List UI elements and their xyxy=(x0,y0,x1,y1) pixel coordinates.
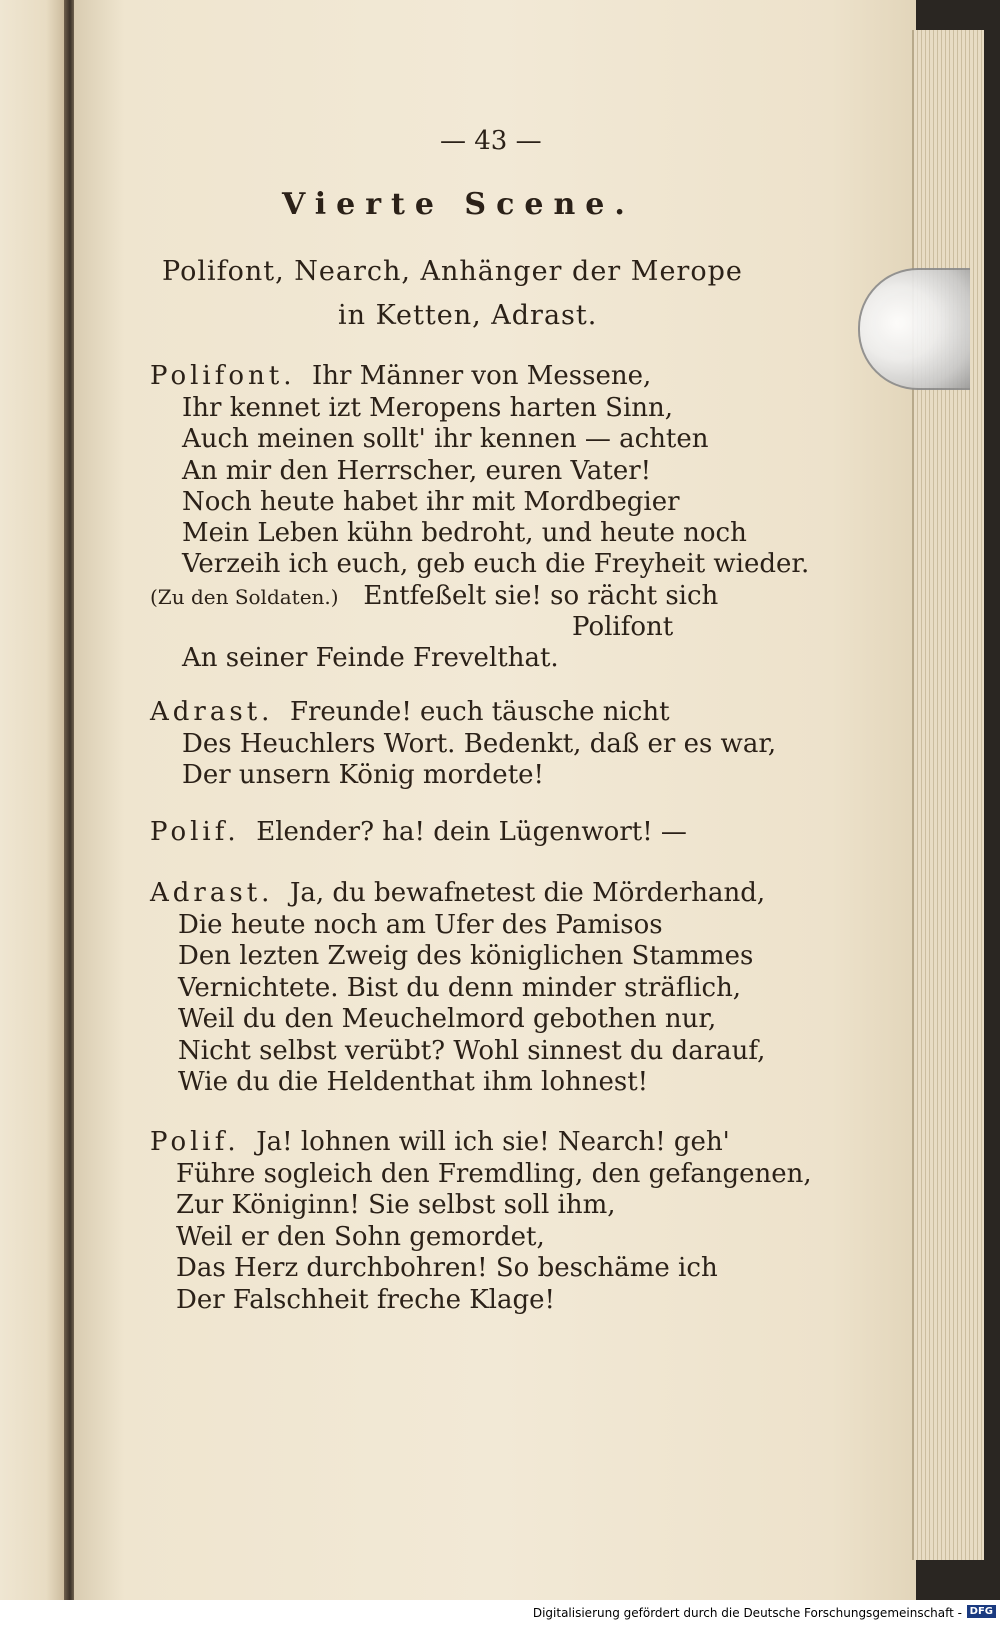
verse-line: Der unsern König mordete! xyxy=(182,760,544,790)
book-page xyxy=(74,0,916,1600)
stage-direction: (Zu den Soldaten.) xyxy=(150,585,339,609)
verse-line xyxy=(150,361,651,391)
verse-line: Weil er den Sohn gemordet, xyxy=(176,1222,545,1252)
verse-line: Verzeih ich euch, geb euch die Freyheit wieder. xyxy=(182,549,810,579)
page-number: — 43 — xyxy=(440,126,542,156)
verse-line xyxy=(150,581,718,611)
verse-line: Auch meinen sollt' ihr kennen — achten xyxy=(182,424,709,454)
verse-line: Noch heute habet ihr mit Mordbegier xyxy=(182,487,680,517)
verse-line xyxy=(150,878,765,908)
verse-line: An mir den Herrscher, euren Vater! xyxy=(182,456,652,486)
verse-line: An seiner Feinde Frevelthat. xyxy=(182,643,559,673)
verse-line: Die heute noch am Ufer des Pamisos xyxy=(178,910,663,940)
verse-line: Den lezten Zweig des königlichen Stammes xyxy=(178,941,754,971)
verse-line: Ihr kennet izt Meropens harten Sinn, xyxy=(182,393,674,423)
verse-line: Das Herz durchbohren! So beschäme ich xyxy=(176,1253,718,1283)
speaker-name: Polif. xyxy=(150,1127,240,1157)
page-edges xyxy=(912,30,984,1560)
page-clip xyxy=(858,268,970,390)
left-page-edge xyxy=(0,0,66,1600)
verse-line xyxy=(150,1127,730,1157)
verse-text: Entfeßelt sie! so rächt sich xyxy=(363,581,719,611)
speaker-name: Adrast. xyxy=(150,697,274,727)
verse-line: Vernichtete. Bist du denn minder sträflich, xyxy=(178,973,742,1003)
verse-text: Elender? ha! dein Lügenwort! — xyxy=(256,817,687,847)
verse-line: Der Falschheit freche Klage! xyxy=(176,1285,555,1315)
verse-text: Ihr Männer von Messene, xyxy=(312,361,652,391)
verse-text: Ja, du bewafnetest die Mörderhand, xyxy=(289,878,766,908)
cast-list-line-1: Polifont, Nearch, Anhänger der Merope xyxy=(162,256,743,287)
footer-credit: Digitalisierung gefördert durch die Deutsche Forschungsgemeinschaft - xyxy=(532,1606,962,1620)
verse-line: Zur Königinn! Sie selbst soll ihm, xyxy=(176,1190,616,1220)
scene-title: Vierte Scene. xyxy=(282,187,635,222)
verse-text: Ja! lohnen will ich sie! Nearch! geh' xyxy=(256,1127,730,1157)
verse-line: Wie du die Heldenthat ihm lohnest! xyxy=(178,1067,649,1097)
verse-text: Freunde! euch täusche nicht xyxy=(289,697,670,727)
cast-list-line-2: in Ketten, Adrast. xyxy=(338,300,598,331)
verse-line: Weil du den Meuchelmord gebothen nur, xyxy=(178,1004,717,1034)
verse-line: Des Heuchlers Wort. Bedenkt, daß er es war, xyxy=(182,729,777,759)
verse-line: Mein Leben kühn bedroht, und heute noch xyxy=(182,518,747,548)
dfg-logo: DFG xyxy=(967,1605,996,1618)
verse-line xyxy=(150,817,687,847)
verse-line: Führe sogleich den Fremdling, den gefangenen, xyxy=(176,1159,812,1189)
speaker-name: Adrast. xyxy=(150,878,274,908)
verse-line: Nicht selbst verübt? Wohl sinnest du darauf, xyxy=(178,1036,766,1066)
verse-line: Polifont xyxy=(572,612,674,642)
digitization-footer xyxy=(0,1600,1000,1625)
speaker-name: Polifont. xyxy=(150,361,296,391)
verse-line xyxy=(150,697,670,727)
speaker-name: Polif. xyxy=(150,817,240,847)
